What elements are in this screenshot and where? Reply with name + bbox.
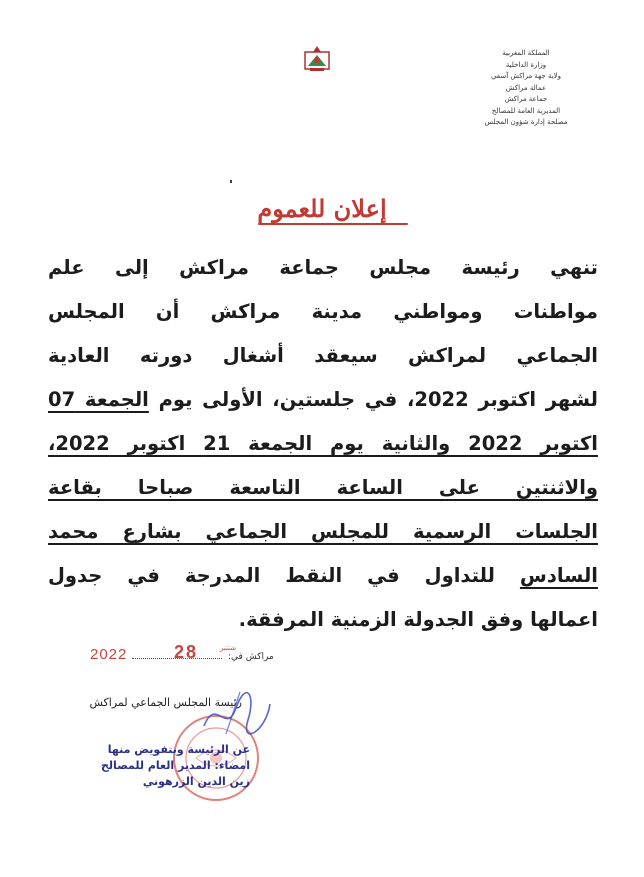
date-dotted-line	[132, 658, 222, 659]
header-line: المديرية العامة للمصالح	[491, 106, 561, 115]
header-line: وزارة الداخلية	[505, 60, 547, 69]
header-line: ولاية جهة مراكش آسفي	[490, 72, 562, 80]
body-text-segment: لشهر اكتوبر 2022، في جلستين، الأولى يوم	[158, 388, 598, 411]
stamp-month: شتنبر	[220, 645, 237, 652]
signatory-title: امضاء: المدير العام للمصالح	[101, 759, 250, 772]
title-underline	[258, 223, 408, 225]
announcement-title	[222, 192, 422, 234]
body-line-underlined: الجلسات الرسمية للمجلس الجماعي بشارع محمد	[48, 520, 598, 543]
signature-icon	[196, 686, 276, 742]
body-line-underlined: اكتوبر 2022 والثانية يوم الجمعة 21 اكتوبر 2022،	[48, 432, 598, 455]
delegation-line: عن الرئيسة وبتفويض منها	[107, 743, 250, 756]
underlined-date: الجمعة 07	[48, 388, 149, 411]
stray-mark	[230, 180, 232, 183]
header-line: المملكة المغربية	[502, 49, 550, 57]
body-line: مواطنات ومواطني مدينة مراكش أن المجلس	[48, 300, 598, 323]
body-line: اعمالها وفق الجدولة الزمنية المرفقة.	[238, 608, 598, 631]
stamp-day: 28	[174, 642, 199, 662]
body-line	[48, 378, 598, 422]
body-line: الجماعي لمراكش سيعقد أشغال دورته العادية	[48, 344, 598, 367]
body-line-underlined: والاثنتين على الساعة التاسعة صباحا بقاعة	[48, 476, 598, 499]
place-date-label: مراكش في:	[228, 652, 274, 662]
president-title: رئيسة المجلس الجماعي لمراكش	[89, 696, 242, 709]
header-line: مصلحة إدارة شؤون المجلس	[484, 118, 568, 126]
delegated-signature	[70, 742, 250, 790]
header-administration	[470, 48, 582, 129]
stamp-year: 2022	[90, 646, 128, 663]
announcement-body	[48, 246, 598, 642]
body-line: تنهي رئيسة مجلس جماعة مراكش إلى علم	[48, 256, 598, 279]
date-stamp	[90, 644, 250, 666]
header-line: جماعة مراكش	[504, 95, 548, 103]
signatory-name: زين الدين الزرهوني	[142, 775, 250, 788]
underlined-street: السادس	[519, 564, 598, 587]
header-line: عمالة مراكش	[505, 83, 547, 92]
body-text-segment: للتداول في النقط المدرجة في جدول	[48, 564, 495, 587]
coat-of-arms-icon	[302, 44, 332, 72]
body-line	[48, 554, 598, 598]
title-text: إعلان للعموم	[257, 194, 387, 223]
